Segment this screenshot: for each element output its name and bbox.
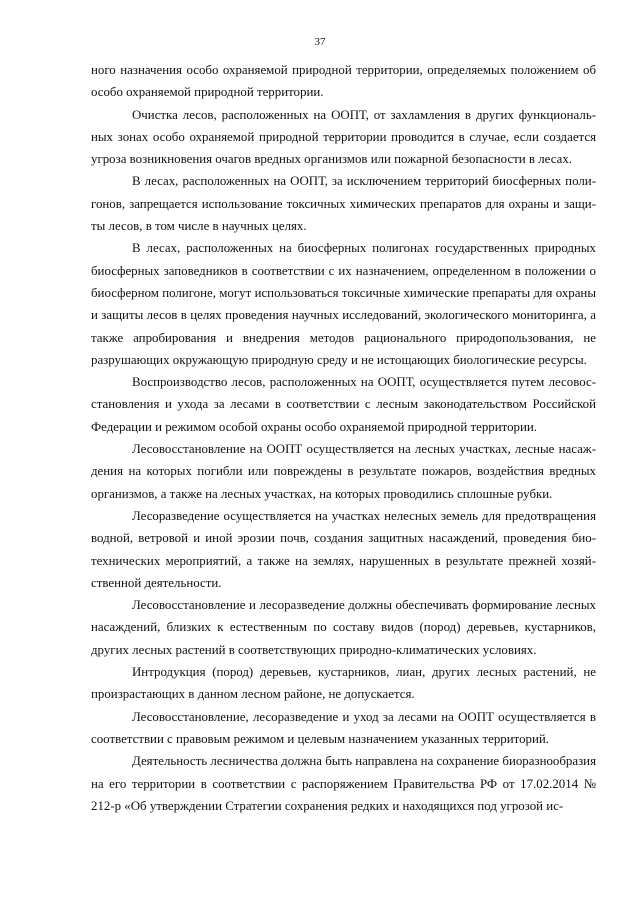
paragraph: ного назначения особо охраняемой природной территории, определяемых положением об особо охраняемой природной территории.: [91, 63, 596, 100]
paragraph: В лесах, расположенных на ООПТ, за исключением территорий биосферных полигонов, запрещается использование токсичных химических препаратов для охраны и защиты лесов, в том числе в научных целях.: [91, 174, 596, 234]
paragraph: Интродукция (пород) деревьев, кустарников, лиан, других лесных растений, не произрастающих в данном лесном районе, не допускается.: [91, 665, 596, 702]
paragraph: В лесах, расположенных на биосферных полигонах государственных природных биосферных заповедников в соответствии с их назначением, определенном в положении о биосферном полигоне, могут использоваться токсичные химические препараты для охраны и защиты лесов в целях проведения научных исследований, экологического мониторинга, а также апробирования и внедрения методов рационального природопользования, не разрушающих окружающую природную среду и не истощающих биологические ресурсы.: [91, 241, 596, 367]
paragraph: Лесоразведение осуществляется на участках нелесных земель для предотвращения водной, ветровой и иной эрозии почв, создания защитных насаждений, проведения биотехнических мероприятий, а также на землях, нарушенных в результате прежней хозяйственной деятельности.: [91, 508, 596, 590]
page-number: 37: [314, 36, 326, 48]
paragraph: Лесовосстановление, лесоразведение и уход за лесами на ООПТ осуществляется в соответствии с правовым режимом и целевым назначением указанных территорий.: [91, 709, 596, 746]
paragraph: Деятельность лесничества должна быть направлена на сохранение биоразнообразия на его территории в соответствии с распоряжением Правительства РФ от 17.02.2014 № 212-р «Об утверждении Стратегии сохранения редких и находящихся под угрозой ис-: [91, 754, 596, 813]
paragraph: Лесовосстановление и лесоразведение должны обеспечивать формирование лесных насаждений, близких к естественным по составу видов (пород) деревьев, кустарников, других лесных растений в соответствующих природно-климатических условиях.: [91, 598, 596, 657]
paragraph: Воспроизводство лесов, расположенных на ООПТ, осуществляется путем лесовосстановления и ухода за лесами в соответствии с лесным законодательством Российской Федерации и режимом особой охраны особо охраняемой природной территории.: [91, 375, 596, 434]
paragraph: Очистка лесов, расположенных на ООПТ, от захламления в других функциональных зонах особо охраняемой природной территории проводится в случае, если создается угроза возникновения очагов вредных организмов или пожарной безопасности в лесах.: [91, 107, 596, 167]
body-text: [91, 59, 596, 817]
paragraph: Лесовосстановление на ООПТ осуществляется на лесных участках, лесные насаждения на которых погибли или повреждены в результате пожаров, воздействия вредных организмов, а также на лесных участках, на которых проводились сплошные рубки.: [91, 442, 596, 501]
